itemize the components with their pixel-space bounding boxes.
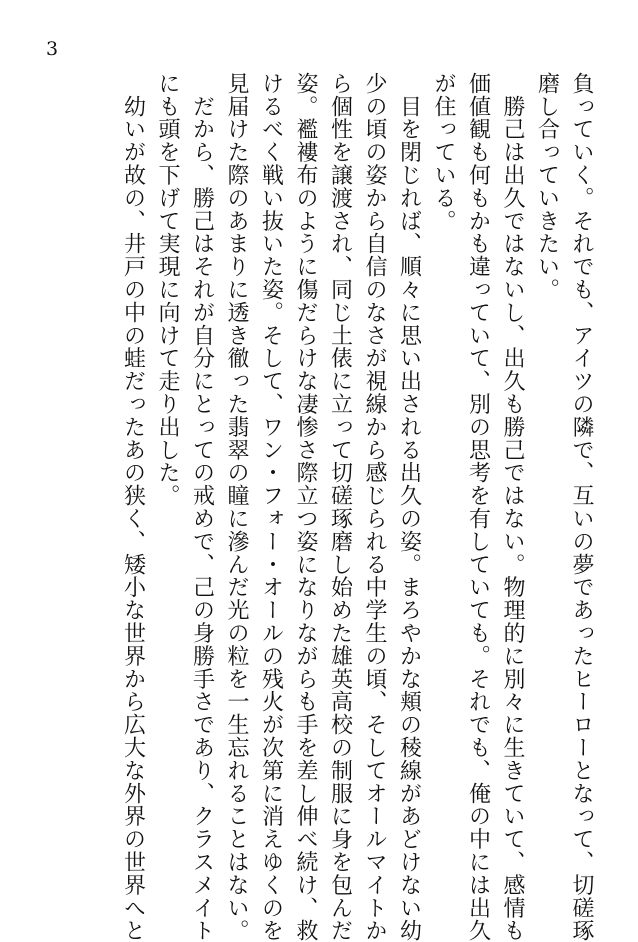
text-line: 姿。襤褸布のように傷だらけな凄惨さ際立つ姿になりながらも手を差し伸べ続け、救 — [293, 72, 318, 942]
page-number: 3 — [46, 38, 59, 60]
text-line: 見届けた際のあまりに透き徹った翡翠の瞳に滲んだ光の粒を一生忘れることはない。 — [224, 72, 249, 942]
text-line: が住っている。 — [431, 72, 456, 233]
text-line: けるべく戦い抜いた姿。そして、ワン・フォー・オールの残火が次第に消えゆくのを — [258, 72, 284, 942]
body-text — [115, 72, 598, 942]
text-line: 少の頃の姿から自信のなさが視線から感じられる中学生の頃、そしてオールマイトか — [362, 72, 387, 942]
text-line: 価値観も何もかも違っていて、別の思考を有していても。それでも、俺の中には出久 — [465, 72, 491, 942]
text-line: 幼いが故の、井戸の中の蛙だったあの狭く、矮小な世界から広大な外界の世界へと — [120, 72, 146, 942]
text-line: にも頭を下げて実現に向けて走り出した。 — [155, 72, 180, 508]
text-line: 目を閉じれば、順々に思い出される出久の姿。まろやかな頬の稜線があどけない幼 — [396, 72, 422, 942]
text-line: 負っていく。それでも、アイツの隣で、互いの夢であったヒーローとなって、切磋琢 — [569, 72, 594, 942]
text-line: ら個性を譲渡され、同じ土俵に立って切磋琢磨し始めた雄英高校の制服に身を包んだ — [327, 72, 353, 942]
text-line: だから、勝己はそれが自分にとっての戒めで、己の身勝手さであり、クラスメイト — [189, 72, 215, 942]
text-line: 磨し合っていきたい。 — [534, 72, 560, 301]
text-line: 勝己は出久ではないし、出久も勝己ではない。物理的に別々に生きていて、感情も — [500, 72, 525, 942]
